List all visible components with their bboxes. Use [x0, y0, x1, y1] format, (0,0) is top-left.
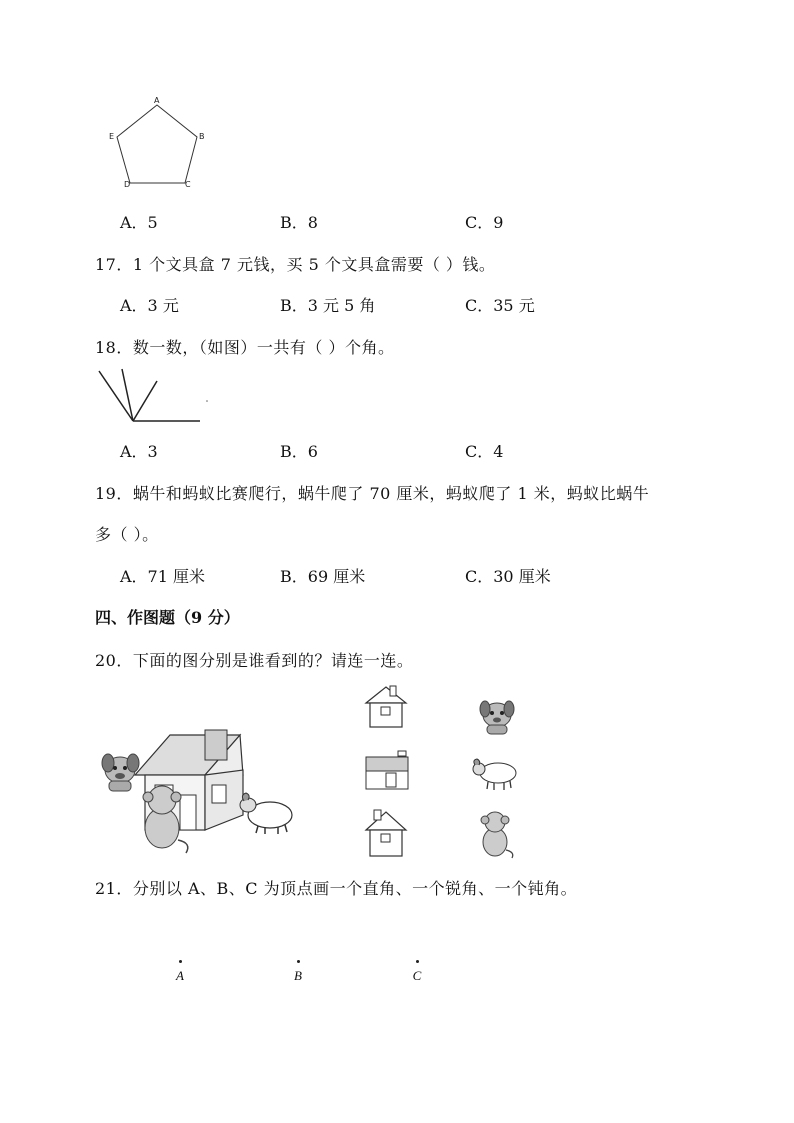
q19-text-line2: 多（ ）。: [95, 525, 159, 544]
q19-option-c[interactable]: C．30 厘米: [465, 567, 551, 586]
q16-option-c[interactable]: C．9: [465, 213, 504, 232]
monkey-icon: [481, 812, 513, 858]
point-label-c: C: [412, 968, 422, 983]
view-house-back[interactable]: [362, 808, 412, 860]
q20-text: 20．下面的图分别是谁看到的？请连一连。: [95, 651, 414, 670]
point-c[interactable]: [407, 960, 427, 984]
vertex-label-e: E: [109, 132, 115, 141]
sheep-icon: [473, 759, 516, 790]
vertex-label-c: C: [185, 180, 191, 189]
q17-option-c[interactable]: C．35 元: [465, 296, 535, 315]
vertex-label-b: B: [199, 132, 205, 141]
viewer-sheep[interactable]: [470, 757, 520, 793]
section-heading: 四、作图题（9 分）: [95, 608, 240, 627]
point-label-b: B: [294, 968, 302, 983]
q18-option-a[interactable]: A．3: [120, 442, 158, 461]
point-dot: [297, 960, 300, 963]
scene-illustration: [100, 725, 300, 865]
point-b[interactable]: [288, 960, 308, 984]
q21-text: 21．分别以 A、B、C 为顶点画一个直角、一个锐角、一个钝角。: [95, 879, 578, 898]
q19-text-line1: 19．蜗牛和蚂蚁比赛爬行，蜗牛爬了 70 厘米，蚂蚁爬了 1 米，蚂蚁比蜗牛: [95, 484, 650, 503]
q17-text: 17．1 个文具盒 7 元钱，买 5 个文具盒需要（ ）钱。: [95, 255, 496, 274]
q16-option-a[interactable]: A．5: [120, 213, 158, 232]
pentagon-figure: [100, 95, 220, 195]
q17-option-a[interactable]: A．3 元: [120, 296, 179, 315]
viewer-monkey[interactable]: [475, 808, 520, 860]
angle-rays-figure: [95, 365, 215, 425]
q18-option-b[interactable]: B．6: [280, 442, 318, 461]
q16-option-b[interactable]: B．8: [280, 213, 318, 232]
point-a[interactable]: [170, 960, 190, 984]
q17-option-b[interactable]: B．3 元 5 角: [280, 296, 376, 315]
vertex-label-a: A: [154, 96, 160, 105]
point-dot: [179, 960, 182, 963]
q18-option-c[interactable]: C．4: [465, 442, 504, 461]
sheep-icon: [240, 793, 292, 834]
q18-text: 18．数一数，（如图）一共有（ ）个角。: [95, 338, 395, 357]
viewer-dog[interactable]: [475, 695, 520, 740]
view-house-front[interactable]: [362, 683, 412, 731]
dog-icon: [480, 701, 514, 734]
point-dot: [416, 960, 419, 963]
point-label-a: A: [176, 968, 184, 983]
view-house-side[interactable]: [360, 747, 415, 795]
vertex-label-d: D: [124, 180, 131, 189]
q19-option-a[interactable]: A．71 厘米: [120, 567, 206, 586]
q19-option-b[interactable]: B．69 厘米: [280, 567, 366, 586]
dog-icon: [102, 754, 139, 791]
